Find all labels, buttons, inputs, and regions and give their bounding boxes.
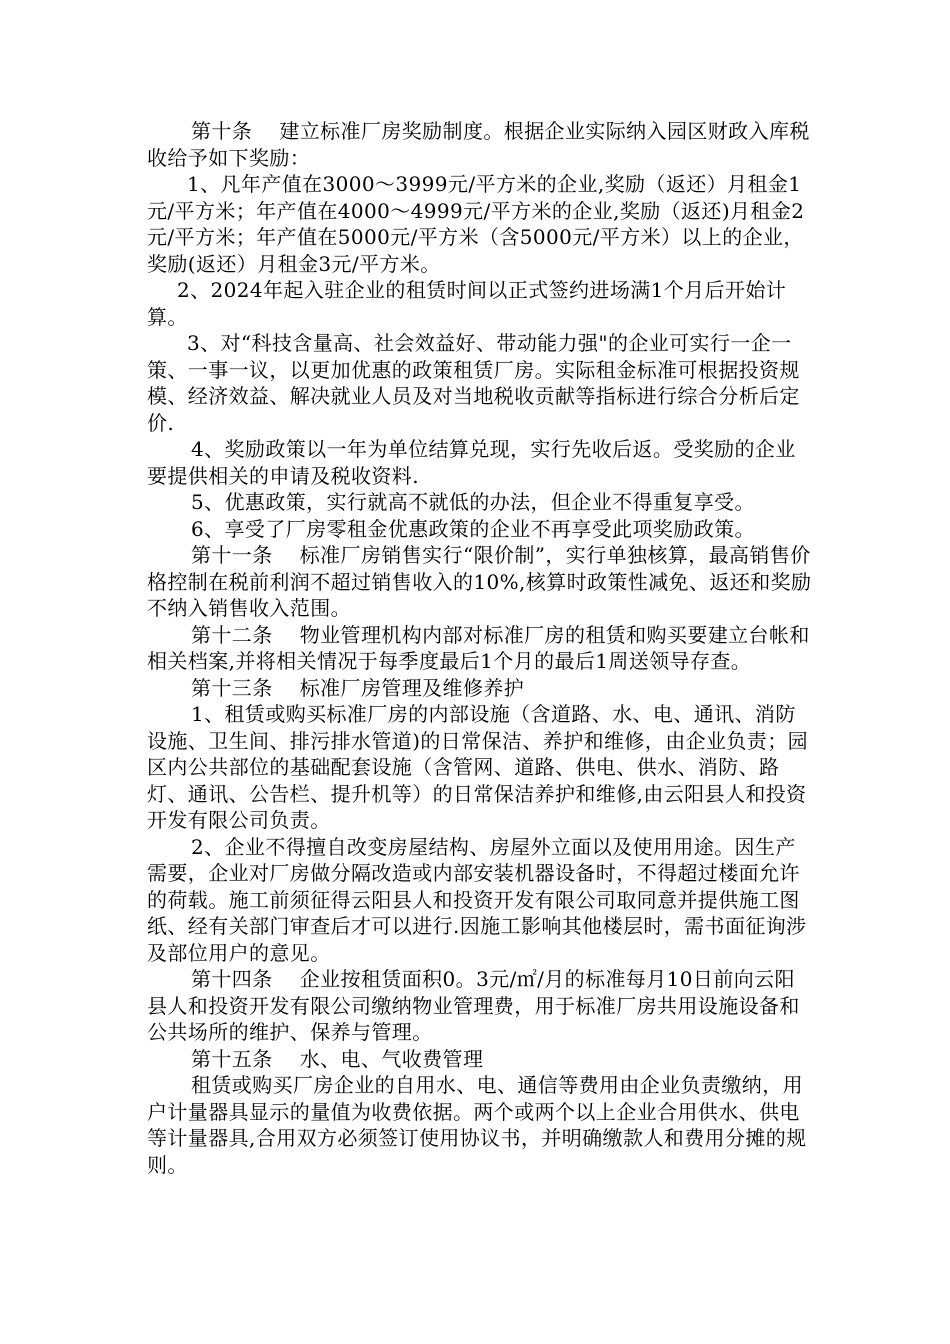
paragraph-item-1: 1、凡年产值在3000～3999元/平方米的企业,奖励（返还）月租金1元/平方米；年产值在4000～4999元/平方米的企业,奖励（返还)月租金2元/平方米；年产值在5000元/平方米（含5000元/平方米）以上的企业，奖励(返还）月租金3元/平方米。 xyxy=(147,172,805,276)
document-body xyxy=(147,118,812,1178)
paragraph-item-2: 2、2024年起入驻企业的租赁时间以正式签约进场满1个月后开始计算。 xyxy=(147,278,787,329)
paragraph-article-10: 第十条 建立标准厂房奖励制度。根据企业实际纳入园区财政入库税收给予如下奖励： xyxy=(147,119,810,170)
paragraph-article-13-item-1: 1、租赁或购买标准厂房的内部设施（含道路、水、电、通讯、消防设施、卫生间、排污排水管道)的日常保洁、养护和维修，由企业负责；园区内公共部位的基础配套设施（含管网、道路、供电、供水、消防、路灯、通讯、公告栏、提升机等）的日常保洁养护和维修,由云阳县人和投资开发有限公司负责。 xyxy=(147,702,809,832)
paragraph-article-13-heading: 第十三条 标准厂房管理及维修养护 xyxy=(191,675,525,700)
paragraph-item-6: 6、享受了厂房零租金优惠政策的企业不再享受此项奖励政策。 xyxy=(191,516,755,541)
paragraph-article-11: 第十一条 标准厂房销售实行“限价制”，实行单独核算，最高销售价格控制在税前利润不超过销售收入的10%,核算时政策性减免、返还和奖励不纳入销售收入范围。 xyxy=(147,543,812,620)
paragraph-article-14: 第十四条 企业按租赁面积0。3元/㎡/月的标准每月10日前向云阳县人和投资开发有限公司缴纳物业管理费，用于标准厂房共用设施设备和公共场所的维护、保养与管理。 xyxy=(147,967,800,1044)
paragraph-item-4: 4、奖励政策以一年为单位结算兑现，实行先收后返。受奖励的企业要提供相关的申请及税收资料. xyxy=(147,437,796,488)
paragraph-article-15-body: 租赁或购买厂房企业的自用水、电、通信等费用由企业负责缴纳，用户计量器具显示的量值为收费依据。两个或两个以上企业合用供水、供电等计量器具,合用双方必须签订使用协议书，并明确缴款人和费用分摊的规则。 xyxy=(147,1073,807,1177)
paragraph-article-15-heading: 第十五条 水、电、气收费管理 xyxy=(191,1046,484,1071)
paragraph-article-13-item-2: 2、企业不得擅自改变房屋结构、房屋外立面以及使用用途。因生产需要，企业对厂房做分隔改造或内部安装机器设备时，不得超过楼面允许的荷载。施工前须征得云阳县人和投资开发有限公司取同意并提供施工图纸、经有关部门审查后才可以进行.因施工影响其他楼层时，需书面征询涉及部位用户的意见。 xyxy=(147,834,807,965)
paragraph-item-3: 3、对“科技含量高、社会效益好、带动能力强"的企业可实行一企一策、一事一议，以更加优惠的政策租赁厂房。实际租金标准可根据投资规模、经济效益、解决就业人员及对当地税收贡献等指标进行综合分析后定价. xyxy=(147,331,800,435)
paragraph-item-5: 5、优惠政策，实行就高不就低的办法，但企业不得重复享受。 xyxy=(191,490,755,514)
paragraph-article-12: 第十二条 物业管理机构内部对标准厂房的租赁和购买要建立台帐和相关档案,并将相关情况于每季度最后1个月的最后1周送领导存查。 xyxy=(147,622,810,673)
